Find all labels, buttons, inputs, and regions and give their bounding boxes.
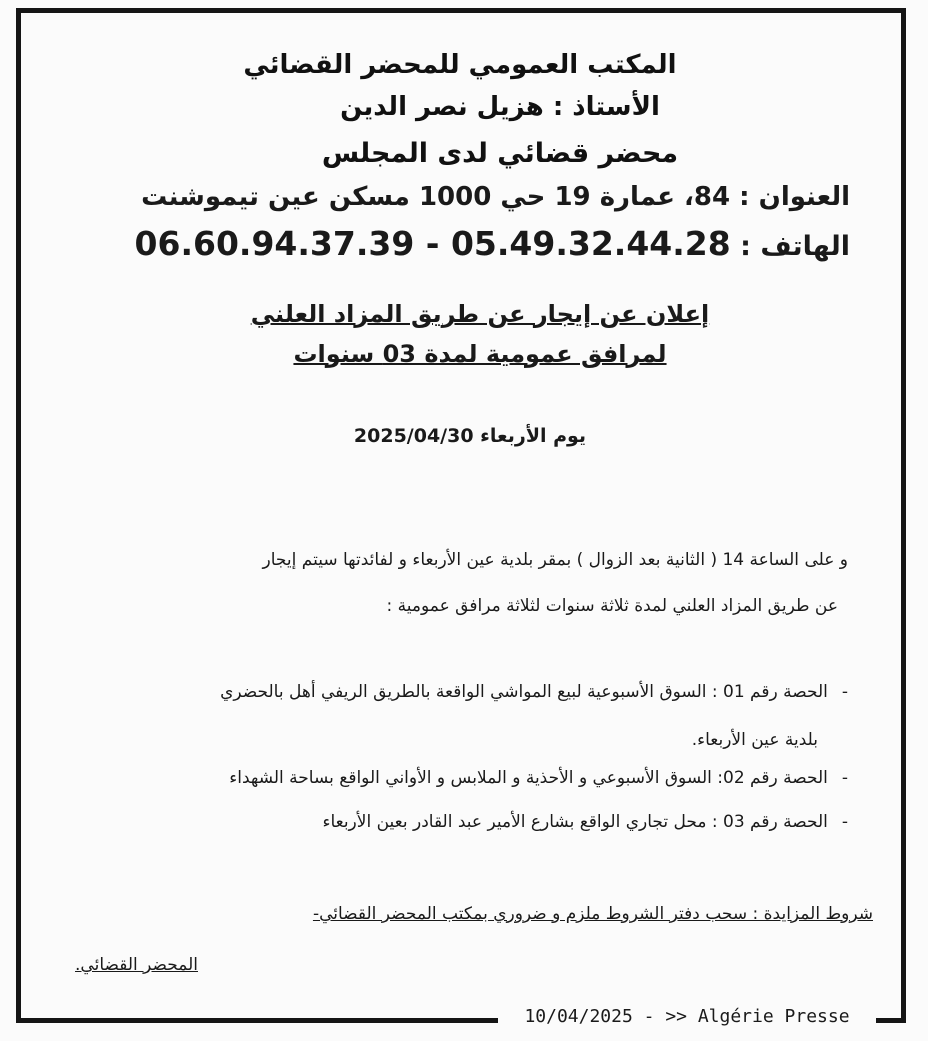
address-value: 84، عمارة 19 حي 1000 مسكن عين تيموشنت xyxy=(141,182,731,212)
bullet-dash: - xyxy=(841,812,848,832)
lot-1 xyxy=(128,680,848,704)
lot-1-text: الحصة رقم 01 : السوق الأسبوعية لبيع المواشي الواقعة بالطريق الريفي أهل بالحضري xyxy=(220,682,828,702)
phone-line xyxy=(110,224,850,263)
source-footer: 10/04/2025 - >> Algérie Presse xyxy=(498,1004,876,1030)
bullet-dash: - xyxy=(841,682,848,702)
announcement-subtitle: لمرافق عمومية لمدة 03 سنوات xyxy=(293,340,667,368)
signature: المحضر القضائي. xyxy=(75,955,198,975)
auction-date: يوم الأربعاء 2025/04/30 xyxy=(353,425,587,447)
lot-2-text: الحصة رقم 02: السوق الأسبوعي و الأحذية و الملابس و الأواني الواقع بساحة الشهداء xyxy=(229,768,828,788)
lot-2 xyxy=(128,766,848,790)
announcement-title: إعلان عن إيجار عن طريق المزاد العلني xyxy=(250,300,710,328)
lot-3 xyxy=(128,810,848,834)
address-line xyxy=(110,182,850,212)
lot-1-continued: بلدية عين الأربعاء. xyxy=(691,730,818,750)
lot-3-text: الحصة رقم 03 : محل تجاري الواقع بشارع الأمير عبد القادر بعين الأربعاء xyxy=(322,812,828,832)
bailiff-role: محضر قضائي لدى المجلس xyxy=(321,138,679,169)
office-title: المكتب العمومي للمحضر القضائي xyxy=(243,50,677,80)
body-line-1: و على الساعة 14 ( الثانية بعد الزوال ) بمقر بلدية عين الأربعاء و لفائدتها سيتم إيجار xyxy=(262,550,848,570)
phone-numbers: 06.60.94.37.39 - 05.49.32.44.28 xyxy=(134,224,731,263)
bailiff-name: الأستاذ : هزيل نصر الدين xyxy=(340,92,660,122)
auction-conditions: شروط المزايدة : سحب دفتر الشروط ملزم و ضروري بمكتب المحضر القضائي- xyxy=(312,904,873,924)
body-line-2: عن طريق المزاد العلني لمدة ثلاثة سنوات لثلاثة مرافق عمومية : xyxy=(386,596,838,616)
address-label: العنوان : xyxy=(739,182,850,212)
bullet-dash: - xyxy=(841,768,848,788)
phone-label: الهاتف : xyxy=(740,231,850,262)
